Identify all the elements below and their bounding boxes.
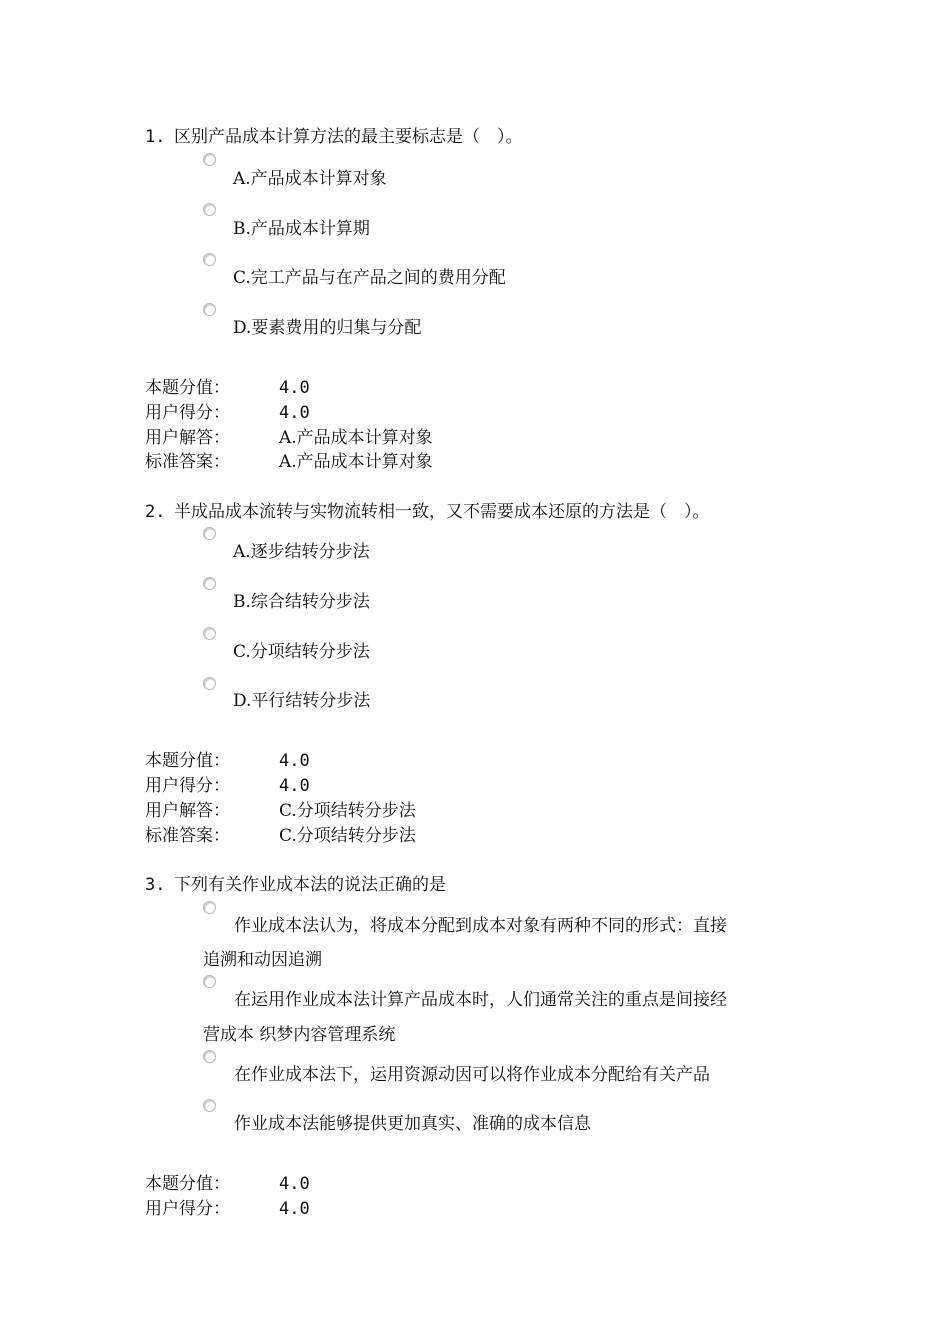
score-value: 4.0 <box>279 1174 310 1194</box>
user-answer-label: 用户解答： <box>145 428 230 448</box>
standard-answer-label: 标准答案： <box>145 452 230 472</box>
user-score-value: 4.0 <box>279 403 310 423</box>
option-a-label: A.产品成本计算对象 <box>233 169 387 189</box>
radio-option-b[interactable] <box>203 577 216 590</box>
user-answer-value: C.分项结转分步法 <box>279 801 416 821</box>
radio-option-d[interactable] <box>203 303 216 316</box>
question-number: 3. <box>145 875 166 895</box>
standard-answer-label: 标准答案： <box>145 826 230 846</box>
user-score-value: 4.0 <box>279 1199 310 1219</box>
option-b-label-line2: 营成本 织梦内容管理系统 <box>203 1025 396 1045</box>
user-score-value: 4.0 <box>279 776 310 796</box>
score-value: 4.0 <box>279 751 310 771</box>
radio-option-d[interactable] <box>203 677 216 690</box>
standard-answer-value: C.分项结转分步法 <box>279 826 416 846</box>
option-a-label-line2: 追溯和动因追溯 <box>203 950 322 970</box>
question-text: 区别产品成本计算方法的最主要标志是（ ）。 <box>174 127 523 147</box>
question-number: 1. <box>145 127 166 147</box>
option-c-label: C.完工产品与在产品之间的费用分配 <box>233 268 506 288</box>
question-text: 下列有关作业成本法的说法正确的是 <box>174 875 446 895</box>
score-value: 4.0 <box>279 378 310 398</box>
user-score-label: 用户得分： <box>145 403 230 423</box>
score-label: 本题分值： <box>145 1174 230 1194</box>
option-d-label: D.平行结转分步法 <box>233 691 371 711</box>
option-b-label: B.综合结转分步法 <box>233 592 370 612</box>
option-d-label: D.要素费用的归集与分配 <box>233 318 422 338</box>
option-d-label: 作业成本法能够提供更加真实、准确的成本信息 <box>234 1114 591 1134</box>
option-c-label: C.分项结转分步法 <box>233 642 370 662</box>
option-b-label-line1: 在运用作业成本法计算产品成本时，人们通常关注的重点是间接经 <box>234 990 727 1010</box>
radio-option-b[interactable] <box>203 203 216 216</box>
radio-option-a[interactable] <box>203 527 216 540</box>
standard-answer-value: A.产品成本计算对象 <box>279 452 433 472</box>
score-label: 本题分值： <box>145 751 230 771</box>
user-answer-label: 用户解答： <box>145 801 230 821</box>
score-label: 本题分值： <box>145 378 230 398</box>
radio-option-b[interactable] <box>203 975 216 988</box>
radio-option-d[interactable] <box>203 1099 216 1112</box>
radio-option-c[interactable] <box>203 1050 216 1063</box>
radio-option-a[interactable] <box>203 153 216 166</box>
user-score-label: 用户得分： <box>145 1199 230 1219</box>
option-a-label: A.逐步结转分步法 <box>233 542 370 562</box>
question-number: 2. <box>145 502 166 522</box>
radio-option-a[interactable] <box>203 901 216 914</box>
option-c-label: 在作业成本法下，运用资源动因可以将作业成本分配给有关产品 <box>234 1065 710 1085</box>
option-b-label: B.产品成本计算期 <box>233 219 370 239</box>
user-score-label: 用户得分： <box>145 776 230 796</box>
question-text: 半成品成本流转与实物流转相一致，又不需要成本还原的方法是（ ）。 <box>174 502 710 522</box>
user-answer-value: A.产品成本计算对象 <box>279 428 433 448</box>
option-a-label-line1: 作业成本法认为，将成本分配到成本对象有两种不同的形式：直接 <box>234 916 727 936</box>
radio-option-c[interactable] <box>203 627 216 640</box>
radio-option-c[interactable] <box>203 253 216 266</box>
